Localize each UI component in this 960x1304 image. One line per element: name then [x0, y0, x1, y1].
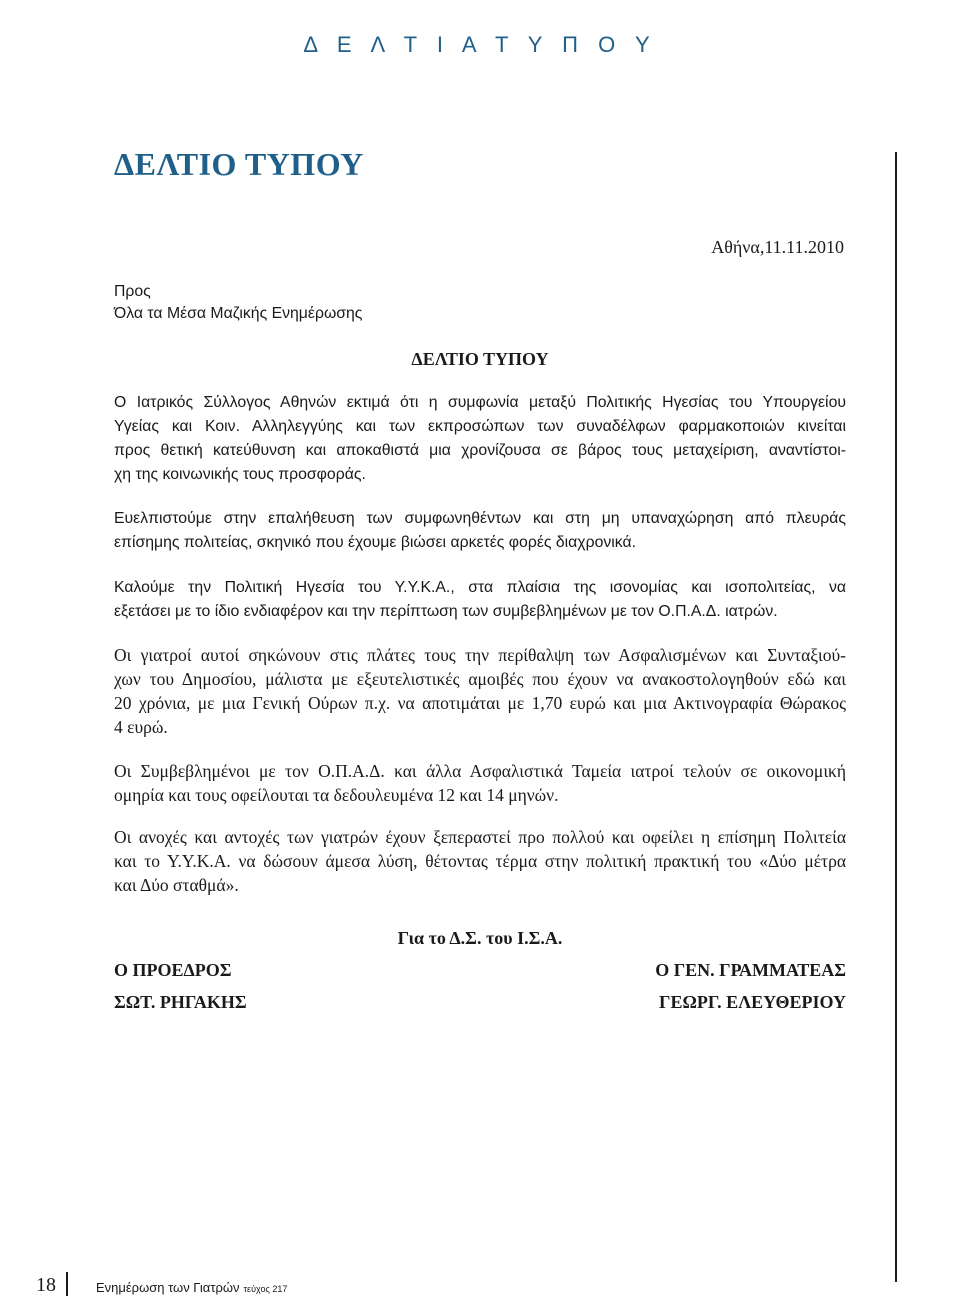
paragraph — [114, 576, 846, 624]
paragraph-line: επίσημης πολιτείας, σκηνικό που έχουμε βιώσει αρκετές φορές διαχρονικά. — [114, 534, 636, 551]
paragraph-line: και Δύο σταθμά». — [114, 875, 239, 895]
paragraph-line: Καλούμε την Πολιτική Ηγεσία του Υ.Υ.Κ.Α., στα πλαίσια της ισονομίας και ισοπολιτείας, να — [114, 579, 846, 596]
paragraph-line: εξετάσει με το ίδιο ενδιαφέρον και την περίπτωση των συμβεβλημένων με τον Ο.Π.Α.Δ. ιατρών. — [114, 603, 778, 620]
recipient-line: Όλα τα Μέσα Μαζικής Ενημέρωσης — [114, 305, 363, 322]
document-date: Αθήνα,11.11.2010 — [711, 237, 844, 257]
paragraph-line: Υγείας και Κοιν. Αλληλεγγύης και των εκπροσώπων των συναδέλφων φαρμακοποιών κινείται — [114, 418, 846, 435]
paragraph — [114, 391, 846, 487]
paragraph-line: προς θετική κατεύθυνση και αποκαθιστά μια χρονίζουσα σε βάρος τους μεταχείριση, αναντίστοι- — [114, 442, 846, 459]
paragraph — [114, 507, 846, 555]
signatory-right-name: ΓΕΩΡΓ. ΕΛΕΥΘΕΡΙΟΥ — [659, 992, 846, 1012]
recipient-line: Προς — [114, 283, 151, 300]
footer-rule — [66, 1272, 68, 1296]
signatory-right-title: Ο ΓΕΝ. ΓΡΑΜΜΑΤΕΑΣ — [655, 960, 846, 980]
page-number: 18 — [36, 1274, 56, 1296]
signatory-left-title: Ο ΠΡΟΕΔΡΟΣ — [114, 960, 232, 980]
paragraph-line: 20 χρόνια, με μια Γενική Ούρων π.χ. να αποτιμάται με 1,70 ευρώ και μια Ακτινογραφία Θώρακος — [114, 693, 846, 713]
vertical-rule — [895, 152, 897, 1282]
page-title: ΔΕΛΤΙΟ ΤΥΠΟΥ — [114, 146, 364, 182]
paragraph — [114, 643, 846, 739]
paragraph — [114, 759, 846, 807]
paragraph-line: Οι Συμβεβλημένοι με τον Ο.Π.Α.Δ. και άλλα Ασφαλιστικά Ταμεία ιατροί τελούν σε οικονομική — [114, 761, 846, 781]
paragraph-line: Οι ανοχές και αντοχές των γιατρών έχουν ξεπεραστεί προ πολλού και οφείλει η επίσημη Πολιτεία — [114, 827, 846, 847]
paragraph-line: 4 ευρώ. — [114, 717, 168, 737]
paragraph-line: χη της κοινωνικής τους προσφοράς. — [114, 466, 366, 483]
paragraph-line: Οι γιατροί αυτοί σηκώνουν στις πλάτες τους την περίθαλψη των Ασφαλισμένων και Συνταξιού- — [114, 645, 846, 665]
signatory-left-name: ΣΩΤ. ΡΗΓΑΚΗΣ — [114, 992, 247, 1012]
body-heading: ΔΕΛΤΙΟ ΤΥΠΟΥ — [411, 349, 549, 369]
signature-header: Για το Δ.Σ. του Ι.Σ.Α. — [397, 928, 563, 948]
running-header: Δ Ε Λ Τ Ι Α Τ Υ Π Ο Υ — [303, 32, 657, 57]
paragraph-line: χων του Δημοσίου, μάλιστα με εξευτελιστικές αμοιβές που έχουν να ανακοστολογηθούν εδώ και — [114, 669, 846, 689]
publication-name: Ενημέρωση των Γιατρών — [96, 1280, 240, 1295]
paragraph-line: Ο Ιατρικός Σύλλογος Αθηνών εκτιμά ότι η συμφωνία μεταξύ Πολιτικής Ηγεσίας του Υπουργείου — [114, 394, 846, 411]
issue-number: τεύχος 217 — [243, 1284, 288, 1294]
paragraph-line: ομηρία και τους οφείλουται τα δεδουλευμένα 12 και 14 μηνών. — [114, 785, 559, 805]
paragraph-line: Ευελπιστούμε στην επαλήθευση των συμφωνηθέντων και στη μη υπαναχώρηση από πλευράς — [114, 510, 846, 527]
paragraph-line: και το Υ.Υ.Κ.Α. να δώσουν άμεσα λύση, θέτοντας τέρμα στην πολιτική πρακτική του «Δύο μέτρα — [114, 851, 846, 871]
paragraph — [114, 825, 846, 897]
footer-publication — [96, 1280, 287, 1295]
